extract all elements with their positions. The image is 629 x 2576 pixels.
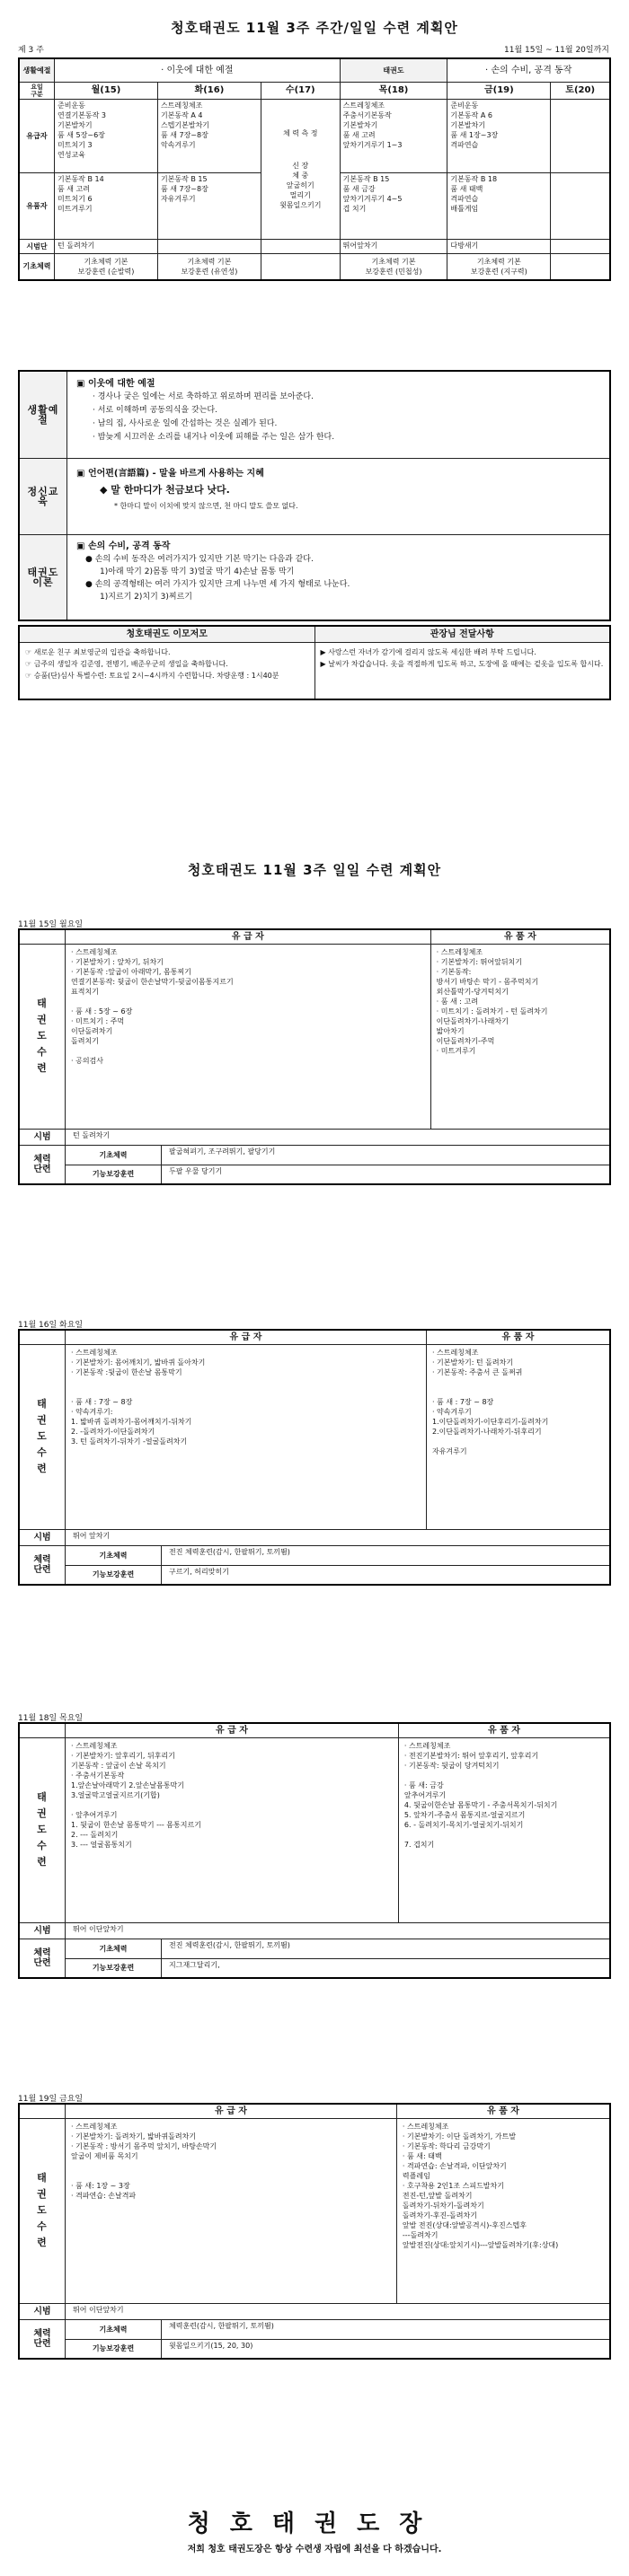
training-label: 태권도수련 <box>37 2172 48 2248</box>
mind-note: * 한마디 말이 이치에 맞지 않으면, 천 마디 말도 쓸모 없다. <box>114 502 298 511</box>
notice-right-item: ▶ 사랑스런 자녀가 감기에 걸리지 않도록 세심한 배려 부탁 드립니다. <box>320 647 536 656</box>
cell: 준비운동 기본동작 A 6 기본발차기 품 새 1장~3장 격파연습 <box>447 99 551 172</box>
education-guide-table <box>18 370 611 621</box>
skill-reinforce: 윗몸일으키기(15, 20, 30) <box>162 2339 611 2359</box>
skill-label: 태권도 <box>340 58 447 82</box>
cell: 다방새기 <box>447 239 551 253</box>
etiquette-title: 이웃에 대한 예절 <box>87 379 155 389</box>
weekly-row-demo <box>19 239 610 253</box>
tkd-line: ● 손의 공격형태는 여러 가지가 있지만 크게 나누면 세 가지 형태로 나눈다. <box>85 579 350 589</box>
day-tue: 화(16) <box>157 82 261 99</box>
daily-date: 11월 18일 목요일 <box>18 1714 84 1723</box>
row-label-demo: 시범단 <box>19 239 55 253</box>
basic-fitness-label: 기초체력 <box>66 1545 162 1565</box>
cell: 기본동작 B 14 품 새 고려 미트치기 6 미트겨루기 <box>55 172 158 239</box>
cell <box>551 99 610 172</box>
cell: 기초체력 기본 보강훈련 (유연성) <box>157 253 261 280</box>
section-marker-icon: ▣ <box>76 379 85 389</box>
daily-plan-table <box>18 928 611 1185</box>
daily-plan-title: 청호태권도 11월 3주 일일 수련 계획안 <box>187 862 442 878</box>
daily-plan-table <box>18 1722 611 1979</box>
basic-fitness-label: 기초체력 <box>66 1145 162 1165</box>
kyu-training: · 스트레칭체조 · 기본발차기: 앞후리기, 뒤후리기 기본동작 : 앞굽이 손날 목치기 · 주춤서기본동작 1.앞손날아래막기 2.앞손날몸통막기 3.얼굴막고얼굴지르기(기합) · 앞추어겨루기 1. 뒷굽이 한손날 몸통막기 --- 몸통지르기 2. --- 돌려치기 3. --- 얼굴몸통치기 <box>66 1737 399 1922</box>
mind-title: 언어편(言語篇) - 말을 바르게 사용하는 지혜 <box>87 469 264 479</box>
skill-text: · 손의 수비, 공격 동작 <box>447 58 610 82</box>
training-label: 태권도수련 <box>37 1791 48 1868</box>
skill-reinforce-label: 기능보강훈련 <box>66 1958 162 1978</box>
skill-reinforce-label: 기능보강훈련 <box>66 1165 162 1184</box>
demo-content: 뛰어 이단앞차기 <box>66 2303 611 2319</box>
cell: 기초체력 기본 보강훈련 (순발력) <box>55 253 158 280</box>
cell: 스트레칭체조 기본동작 A 4 스텝기본발차기 품 새 7장~8장 악속겨루기 <box>157 99 261 172</box>
day-fri: 금(19) <box>447 82 551 99</box>
row-label-poom: 유품자 <box>19 172 55 239</box>
cell: 기초체력 기본 보강훈련 (지구력) <box>447 253 551 280</box>
demo-content: 뛰어 이단앞차기 <box>66 1922 611 1939</box>
col-kyu-header: 유 급 자 <box>66 2104 397 2118</box>
cell-wed-fitness <box>261 99 340 239</box>
cell <box>551 239 610 253</box>
col-poom-header: 유 품 자 <box>398 1723 610 1737</box>
cell: 턴 돌려차기 <box>55 239 158 253</box>
page-title: 청호태권도 11월 3주 주간/일일 수련 계획안 <box>171 20 458 36</box>
skill-reinforce-label: 기능보강훈련 <box>66 2339 162 2359</box>
poom-training: · 스트레칭체조 · 기본발차기: 턴 돌려차기 · 기본동작: 주춤서 큰 돌쩌귀 · 품 새 : 7장 ~ 8장 · 약속겨루기 1.이단돌려차기-이단후리기-돌려차기 2.이단돌려차기-나래차기-뒤후리기 자유겨루기 <box>426 1344 610 1529</box>
skill-reinforce-label: 기능보강훈련 <box>66 1565 162 1585</box>
col-kyu-header: 유 급 자 <box>66 1723 399 1737</box>
skill-reinforce: 두팔 우물 당기기 <box>162 1165 611 1184</box>
demo-content: 뛰어 앞차기 <box>66 1529 611 1545</box>
day-header-row <box>19 82 610 99</box>
cell: 기초체력 기본 보강훈련 (민첩성) <box>340 253 447 280</box>
footer-slogan: 저희 청호 태권도장은 항상 수련생 자립에 최선을 다 하겠습니다. <box>187 2545 442 2554</box>
intent-label: 생활예절 <box>19 58 55 82</box>
cell: 기본동작 B 15 품 새 7장~8장 자유겨루기 <box>157 172 261 239</box>
training-label: 태권도수련 <box>37 1398 48 1474</box>
corner-cell <box>19 1723 66 1737</box>
row-label-kyu: 유급자 <box>19 99 55 172</box>
demo-label: 시범 <box>19 1129 66 1145</box>
etiquette-label: 생활예절 <box>19 371 67 459</box>
basic-fitness: 전진 체력훈련(감시, 한팔뛰기, 토끼뜀) <box>162 1545 611 1565</box>
tkd-theory-label: 태권도이론 <box>19 534 67 620</box>
mind-label: 정신교육 <box>19 459 67 535</box>
demo-label: 시범 <box>19 1922 66 1939</box>
weekly-row-kyu <box>19 99 610 172</box>
week-number: 제 3 주 <box>18 46 44 55</box>
daily-date: 11월 16일 화요일 <box>18 1321 84 1330</box>
col-poom-header: 유 품 자 <box>426 1330 610 1344</box>
daily-plan-table <box>18 2103 611 2360</box>
corner-cell <box>19 2104 66 2118</box>
notice-right-title: 관장님 전달사항 <box>314 626 610 642</box>
col-poom-header: 유 품 자 <box>396 2104 610 2118</box>
corner-cell <box>19 1330 66 1344</box>
tkd-line: 1)아래 막기 2)몸통 막기 3)얼굴 막기 4)손날 몸통 막기 <box>100 567 295 576</box>
basic-fitness-label: 기초체력 <box>66 1939 162 1958</box>
cell: 기본동작 B 15 품 새 금강 앞차기겨루기 4~5 겹 치기 <box>340 172 447 239</box>
day-sat: 토(20) <box>551 82 610 99</box>
cell: 뛰어앞차기 <box>340 239 447 253</box>
etiquette-line: · 밤늦게 시끄러운 소리를 내거나 이웃에 피해를 주는 일은 삼가 한다. <box>93 433 335 442</box>
notice-left-item: ☞ 새로운 친구 최보영군의 입관을 축하합니다. <box>25 647 171 656</box>
etiquette-line: · 서로 이해하며 공동의식을 갖는다. <box>93 406 217 415</box>
poom-training: · 스트레칭체조 · 기본발차기: 이단 돌려차기, 가트발 · 기본동작: 학다리 금강막기 · 품 새: 태백 · 격파연습: 손날격파, 이단앞차기 력플레임 · 호구착용 2인1조 스피드발차기 전진-턴,앞발 돌려차기 돌려차기-뒤차기-돌려차기 돌려차기-후진-돌려차기 앞발 전진(상대:앞발공격시)-후진스텝후 ---돌려차기 앞발전진(상대:앞치기시)---앞발돌려차기(후:상대) <box>396 2118 610 2303</box>
daily-plan-table <box>18 1329 611 1586</box>
row-label-fitness: 기초체력 <box>19 253 55 280</box>
col-poom-header: 유 품 자 <box>430 929 610 944</box>
footer-name: 청호태권도장 <box>187 2510 442 2537</box>
section-marker-icon: ▣ <box>76 541 85 551</box>
tkd-title: 손의 수비, 공격 동작 <box>87 541 171 551</box>
kyu-training: · 스트레칭체조 · 기본발차기: 돌려차기, 밟바퀴돌려차기 · 기본동작 : 방서기 몸주먹 앞치기, 바탕손막기 앞굽이 제비품 목치기 · 품 새: 1장 ~ 3장 · 격파연습: 손날격파 <box>66 2118 397 2303</box>
cell: 체 력 측 정 <box>282 128 318 137</box>
tkd-line: 1)지르기 2)치기 3)찌르기 <box>100 592 192 602</box>
demo-content: 턴 돌려차기 <box>66 1129 611 1145</box>
cell: 신 장 체 중 앞굽히기 멀리기 윗몸일으키기 <box>279 161 322 209</box>
daily-date: 11월 19일 금요일 <box>18 2095 84 2104</box>
cell: 기본동작 B 18 품 새 태백 격파연습 배틀게임 <box>447 172 551 239</box>
day-mon: 월(15) <box>55 82 158 99</box>
mind-sub: ◆ 말 한마디가 천금보다 낫다. <box>100 484 230 497</box>
poom-training: · 스트레칭체조 · 전진기본발차기: 뛰어 앞후리기, 앞후리기 · 기본동작: 뒷굽이 당겨턱치기 · 품 새: 금강 앞추어겨루기 4. 뒷굽이한손날 몸통막기 - 주춤서목치기-뒤치기 5. 앞차기-주춤서 몸통지르-얼굴지르기 6. - 돌려치기-목치기-얼굴치기-뒤치기 7. 겹치기 <box>398 1737 610 1922</box>
weekly-row-fitness <box>19 253 610 280</box>
cell <box>551 253 610 280</box>
etiquette-line: · 남의 집, 사사로운 일에 간섭하는 것은 실례가 된다. <box>93 419 278 428</box>
skill-reinforce: 지그재그달리기, <box>162 1958 611 1978</box>
cell <box>157 239 261 253</box>
basic-fitness: 체력훈련(감시, 한팔뛰기, 토끼뜀) <box>162 2319 611 2339</box>
kyu-training: · 스트레칭체조 · 기본발차기: 몸어깨치기, 밟바퀴 돌아차기 · 기본동작 :뒷굽이 한손날 몸통막기 · 품 새 : 7장 ~ 8장 · 약속겨루기: 1. 밟바퀴 돌려차기-몸어깨치기-뒤차기 2. -돌려차기-이단돌려차기 3. 턴 돌려차기-뒤차기 -얼굴돌려차기 <box>66 1344 427 1529</box>
fitness-label: 체력단련 <box>33 1154 51 1174</box>
demo-label: 시범 <box>19 2303 66 2319</box>
tkd-line: ● 손의 수비 동작은 여러가지가 있지만 기본 막기는 다음과 같다. <box>85 554 314 564</box>
day-header-label: 요일 구분 <box>19 82 55 99</box>
section-marker-icon: ▣ <box>76 469 85 479</box>
weekly-plan-table <box>18 57 611 281</box>
notice-table <box>18 625 611 700</box>
corner-cell <box>19 929 66 944</box>
intent-text: · 이웃에 대한 예절 <box>55 58 341 82</box>
notice-left-item: ☞ 금주의 생일자 김준영, 전병기, 배준우군의 생일을 축하합니다. <box>25 659 228 668</box>
fitness-label: 체력단련 <box>33 1554 51 1575</box>
basic-fitness-label: 기초체력 <box>66 2319 162 2339</box>
fitness-label: 체력단련 <box>33 2328 51 2349</box>
date-range: 11월 15일 ~ 11월 20일까지 <box>504 46 609 55</box>
skill-reinforce: 구르기, 허리맞히기 <box>162 1565 611 1585</box>
cell: 스트레칭체조 주춤서기본동작 기본발차기 품 새 고려 앞차기겨루기 1~3 <box>340 99 447 172</box>
cell <box>261 239 340 253</box>
poom-training: · 스트레칭체조 · 기본발차기: 뛰어앞뒤치기 · 기본동작: 방서기 바탕손 막기 - 몸주먹치기 외산틀막기-당겨턱치기 · 품 새 : 고려 · 미트치기 : 돌려차기 - 턴 돌려차기 이단돌려차기-나래차기 밟아차기 이단돌려차기-주먹 · 미트겨루기 <box>430 944 610 1129</box>
kyu-training: · 스트레칭체조 · 기본발차기 : 앞차기, 뒤차기 · 기본동작 :앞굽이 아래막기, 몸통찌기 연결기본동작: 뒷굽이 한손날막기-뒷굽이몸통지르기 표적치기 · 품 새 : 5장 ~ 6장 · 미트치기 : 주먹 이단돌려차기 돌려치기 · 공의검사 <box>66 944 431 1129</box>
training-label: 태권도수련 <box>37 998 48 1074</box>
day-wed: 수(17) <box>261 82 340 99</box>
notice-left-item: ☞ 승품(단)심사 특별수련: 토요일 2시~4시까지 수련합니다. 차량운행 : 1시40분 <box>25 671 279 680</box>
cell <box>551 172 610 239</box>
daily-date: 11월 15일 월요일 <box>18 920 84 929</box>
etiquette-line: · 경사나 궂은 일에는 서로 축하하고 위로하며 편리를 보아준다. <box>93 392 314 401</box>
fitness-label: 체력단련 <box>33 1947 51 1968</box>
day-thu: 목(18) <box>340 82 447 99</box>
cell <box>261 253 340 280</box>
basic-fitness: 전진 체력훈련(감시, 한팔뛰기, 토끼뜀) <box>162 1939 611 1958</box>
col-kyu-header: 유 급 자 <box>66 1330 427 1344</box>
col-kyu-header: 유 급 자 <box>66 929 431 944</box>
notice-left-title: 청호태권도 이모저모 <box>19 626 314 642</box>
notice-right-item: ▶ 날씨가 차갑습니다. 옷을 적절하게 입도록 하고, 도장에 올 때에는 겉옷을 입도록 합시다. <box>320 659 604 668</box>
cell: 준비운동 연결기본동작 3 기본발차기 품 새 5장~6장 미트치기 3 연성교육 <box>55 99 158 172</box>
demo-label: 시범 <box>19 1529 66 1545</box>
basic-fitness: 팔굽혀펴기, 조구려뛰기, 팔당기기 <box>162 1145 611 1165</box>
